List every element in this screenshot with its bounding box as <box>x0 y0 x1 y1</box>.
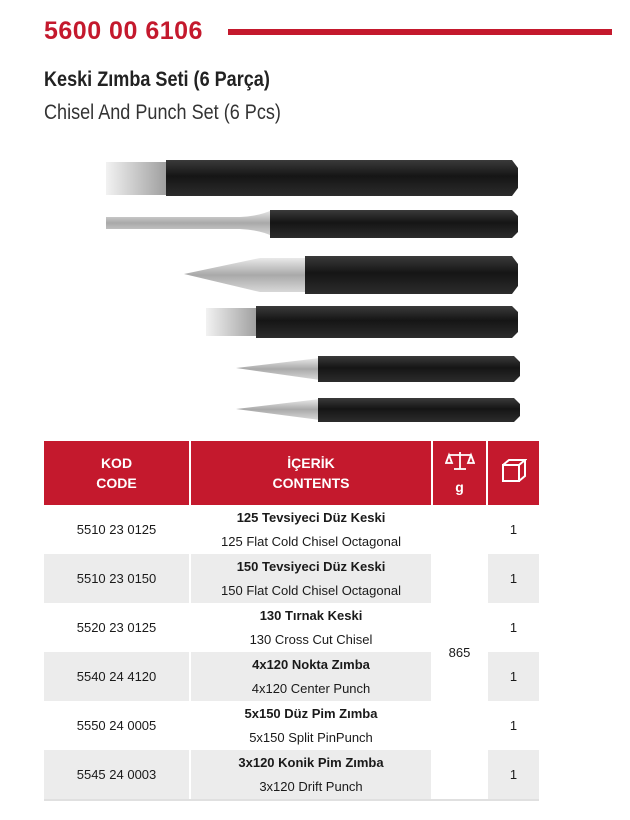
row-code: 5550 24 0005 <box>44 701 190 750</box>
weight-unit: g <box>455 478 464 495</box>
row-code: 5540 24 4120 <box>44 652 190 701</box>
row-content <box>190 652 432 701</box>
header-code: KOD CODE <box>44 441 190 505</box>
item-name-tr: 5x150 Düz Pim Zımba <box>244 705 378 721</box>
row-quantity: 1 <box>509 522 518 537</box>
row-content <box>190 750 432 800</box>
title-turkish: Keski Zımba Seti (6 Parça) <box>44 68 270 91</box>
contents-table <box>44 441 539 801</box>
row-quantity: 1 <box>487 554 539 603</box>
row-content <box>190 603 432 652</box>
set-weight: 865 <box>432 505 487 800</box>
tool-cross-cut-chisel <box>184 256 518 294</box>
tool-flat-chisel-125 <box>206 306 518 338</box>
title-english: Chisel And Punch Set (6 Pcs) <box>44 101 281 124</box>
row-quantity: 1 <box>509 718 518 733</box>
row-content <box>190 701 432 750</box>
row-code: 5545 24 0003 <box>44 750 190 800</box>
product-code: 5600 00 6106 <box>44 17 203 45</box>
scale-icon <box>445 450 475 477</box>
item-name-tr: 130 Tırnak Keski <box>259 607 363 623</box>
item-name-en: 4x120 Center Punch <box>251 680 371 696</box>
row-content <box>190 505 432 554</box>
item-name-en: 130 Cross Cut Chisel <box>249 631 373 647</box>
item-name-tr: 150 Tevsiyeci Düz Keski <box>236 558 386 574</box>
tool-center-punch <box>236 356 520 382</box>
header-quantity <box>487 441 539 505</box>
row-code: 5510 23 0125 <box>44 505 190 554</box>
row-quantity: 1 <box>509 620 518 635</box>
item-name-en: 125 Flat Cold Chisel Octagonal <box>221 533 401 549</box>
table-row <box>44 505 539 554</box>
row-code: 5520 23 0125 <box>44 603 190 652</box>
item-name-en: 3x120 Drift Punch <box>259 778 363 794</box>
row-code: 5510 23 0150 <box>44 554 190 603</box>
tool-drift-punch <box>236 398 520 422</box>
header-weight <box>432 441 487 505</box>
tool-split-pin-punch <box>106 210 518 238</box>
item-name-en: 150 Flat Cold Chisel Octagonal <box>221 582 401 598</box>
header-rule <box>228 29 612 35</box>
row-quantity: 1 <box>487 652 539 701</box>
header-contents: İÇERİK CONTENTS <box>190 441 432 505</box>
tool-flat-chisel-150 <box>106 160 518 196</box>
item-name-tr: 125 Tevsiyeci Düz Keski <box>236 509 386 525</box>
product-photo <box>100 150 530 430</box>
item-name-tr: 3x120 Konik Pim Zımba <box>238 754 384 770</box>
row-content <box>190 554 432 603</box>
row-quantity: 1 <box>487 750 539 800</box>
item-name-tr: 4x120 Nokta Zımba <box>252 656 370 672</box>
box-icon <box>501 459 527 488</box>
item-name-en: 5x150 Split PinPunch <box>249 729 373 745</box>
